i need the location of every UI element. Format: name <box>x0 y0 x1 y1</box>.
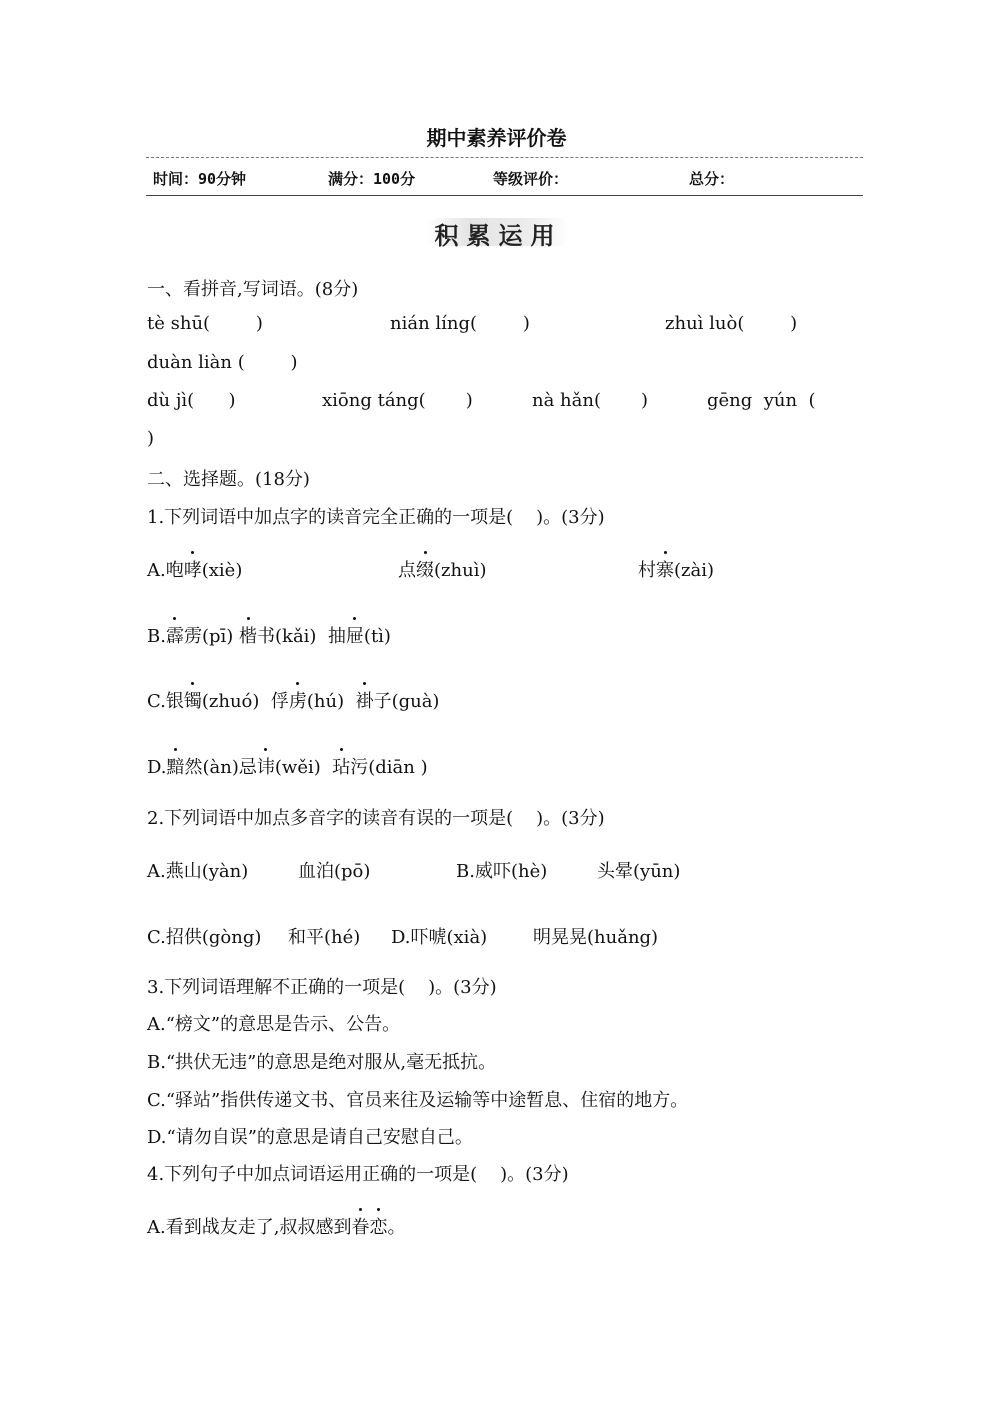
solid-divider <box>146 195 863 196</box>
q2-heading: 二、选择题。(18分) <box>147 469 310 490</box>
pinyin: (kǎi) <box>275 626 317 647</box>
q1-heading: 一、看拼音,写词语。(8分) <box>147 279 359 300</box>
option-2b-2: 头晕(yūn) <box>597 861 681 882</box>
dotted-char: 玷 <box>332 753 350 779</box>
pinyin-item: xiōng táng( ) <box>322 390 473 411</box>
pinyin: (guà) <box>391 691 440 712</box>
dotted-char: 讳 <box>257 753 275 779</box>
pinyin-item: duàn liàn ( ) <box>147 352 298 373</box>
question-3-stem: 3.下列词语理解不正确的一项是( )。(3分) <box>147 977 497 998</box>
option-2a-2: 血泊(pō) <box>298 861 371 882</box>
pinyin-item: nián líng( ) <box>390 313 530 334</box>
option-1a-word2 <box>398 556 486 582</box>
word-char: 银 <box>165 691 184 712</box>
word-char: 雳 <box>183 626 202 647</box>
option-text: A.看到战友走了,叔叔感到 <box>147 1217 352 1238</box>
dotted-char: 霹 <box>166 622 184 648</box>
pinyin-item: zhuì luò( ) <box>665 313 798 334</box>
option-1b <box>147 622 391 648</box>
dotted-char: 哮 <box>184 556 202 582</box>
pinyin: (diān ) <box>368 757 428 778</box>
dotted-char: 恋 <box>369 1213 387 1239</box>
grade-info: 等级评价： <box>493 170 569 188</box>
pinyin: (wěi) <box>274 757 321 778</box>
dotted-char: 虏 <box>289 687 307 713</box>
pinyin-item: gēng yún ( <box>707 390 816 411</box>
pinyin: (pī) <box>201 626 234 647</box>
pinyin-item: nà hǎn( ) <box>532 390 649 411</box>
section-title: 积累运用 <box>434 222 563 250</box>
option-2c-1: C.招供(gòng) <box>147 927 262 948</box>
page-title: 期中素养评价卷 <box>426 126 567 150</box>
option-3d: D.“请勿自误”的意思是请自己安慰自己。 <box>147 1127 473 1148</box>
word-char: 抽 <box>327 626 346 647</box>
option-label: D. <box>147 757 167 778</box>
pinyin: (zài) <box>674 560 715 581</box>
word-char: 咆 <box>165 560 184 581</box>
word-char: 村 <box>638 560 656 581</box>
option-label: C. <box>147 691 166 712</box>
dotted-char: 镯 <box>184 687 202 713</box>
option-1c <box>147 687 439 713</box>
word-char: 然 <box>184 757 203 778</box>
pinyin: (àn) <box>202 757 239 778</box>
pinyin: (zhuó) <box>201 691 260 712</box>
dashed-divider <box>146 157 863 158</box>
word-char: 污 <box>350 757 369 778</box>
option-label: A. <box>147 560 166 581</box>
time-info: 时间：90分钟 <box>153 170 247 188</box>
dotted-char: 眷 <box>351 1213 369 1239</box>
word-char: 点 <box>398 560 416 581</box>
dotted-char: 寨 <box>656 556 674 582</box>
option-text: 。 <box>387 1217 406 1238</box>
option-3c: C.“驿站”指供传递文书、官员来往及运输等中途暂息、住宿的地方。 <box>147 1090 689 1111</box>
total-info: 总分： <box>689 170 735 188</box>
pinyin: (hú) <box>306 691 345 712</box>
option-1a <box>147 556 242 582</box>
pinyin-item: dù jì( ) <box>147 390 236 411</box>
pinyin: (zhuì) <box>434 560 487 581</box>
option-label: B. <box>147 626 166 647</box>
word-char: 俘 <box>270 691 289 712</box>
question-2-stem: 2.下列词语中加点多音字的读音有误的一项是( )。(3分) <box>147 808 605 829</box>
dotted-char: 缀 <box>416 556 434 582</box>
pinyin-item: tè shū( ) <box>147 313 263 334</box>
word-char: 忌 <box>238 757 257 778</box>
dotted-char: 楷 <box>239 622 257 648</box>
full-score-info: 满分：100分 <box>328 170 416 188</box>
section-banner <box>426 212 571 252</box>
word-char: 书 <box>257 626 276 647</box>
option-1a-word3 <box>638 556 714 582</box>
pinyin-item-closing: ) <box>147 428 155 449</box>
question-4-stem: 4.下列句子中加点词语运用正确的一项是( )。(3分) <box>147 1164 569 1185</box>
pinyin: (tì) <box>363 626 391 647</box>
option-3b: B.“拱伏无违”的意思是绝对服从,毫无抵抗。 <box>147 1052 497 1073</box>
dotted-char: 褂 <box>356 687 374 713</box>
question-1-stem: 1.下列词语中加点字的读音完全正确的一项是( )。(3分) <box>147 507 605 528</box>
option-2a-1: A.燕山(yàn) <box>147 861 249 882</box>
option-2b-1: B.威吓(hè) <box>456 861 548 882</box>
pinyin: (xiè) <box>201 560 243 581</box>
dotted-char: 黯 <box>167 753 185 779</box>
option-1d <box>147 753 428 779</box>
option-2d-2: 明晃晃(huǎng) <box>533 927 659 948</box>
option-4a <box>147 1213 405 1239</box>
option-3a: A.“榜文”的意思是告示、公告。 <box>147 1014 401 1035</box>
dotted-char: 屉 <box>346 622 364 648</box>
word-char: 子 <box>373 691 392 712</box>
option-2d-1: D.吓唬(xià) <box>391 927 488 948</box>
option-2c-2: 和平(hé) <box>288 927 361 948</box>
